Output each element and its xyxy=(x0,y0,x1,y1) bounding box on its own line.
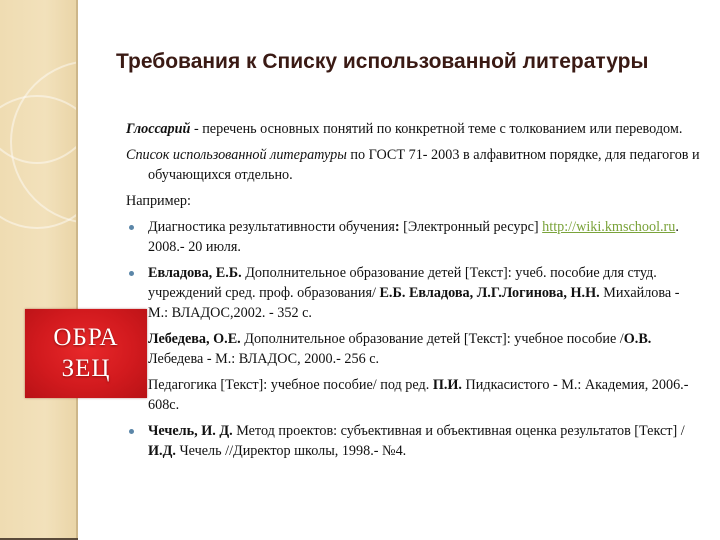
reference-author: Чечель, И. Д. xyxy=(148,423,233,439)
reference-title: Диагностика результативности обучения xyxy=(148,219,395,235)
decorative-side-panel xyxy=(0,0,78,538)
reference-authors: О.В. xyxy=(623,331,652,347)
reference-text: [Текст]: учебное пособие/ под ред. xyxy=(216,377,433,393)
glossary-text: - перечень основных понятий по конкретной теме с толкованием или переводом. xyxy=(190,121,683,137)
reference-text: Дополнительное образование детей [Текст]: учебное пособие / xyxy=(240,331,624,347)
badge-line-2: ЗЕЦ xyxy=(61,355,111,382)
reference-link[interactable]: http://wiki.kmschool.ru xyxy=(542,219,676,235)
reference-text: [Электронный ресурс] xyxy=(399,219,543,235)
reference-author: Лебедева, О.Е. xyxy=(148,331,241,347)
reference-item xyxy=(126,217,701,257)
slide-content xyxy=(126,119,701,467)
reference-author: Евладова, Е.Б. xyxy=(148,265,242,281)
slide-title: Требования к Списку использованной литературы xyxy=(116,50,649,73)
bullet-icon xyxy=(129,429,134,434)
reference-colon: : xyxy=(394,219,400,235)
reference-tail: . 2008.- 20 июля. xyxy=(148,219,679,255)
example-label: Например: xyxy=(126,193,191,209)
reference-tail: Пидкасистого - М.: Академия, 2006.- 608с. xyxy=(148,377,689,413)
reference-authors: П.И. xyxy=(432,377,462,393)
bibliography-rule xyxy=(126,145,701,185)
reference-item xyxy=(126,421,701,461)
reference-text: Метод проектов: субъективная и объективная оценка результатов [Текст] / xyxy=(232,423,685,439)
reference-tail: Чечель //Директор школы, 1998.- №4. xyxy=(175,443,407,459)
decorative-arc xyxy=(0,95,78,229)
reference-tail: Лебедева - М.: ВЛАДОС, 2000.- 256 с. xyxy=(148,351,380,367)
bullet-icon xyxy=(129,225,134,230)
reference-item xyxy=(126,263,701,323)
reference-authors: Е.Б. Евладова, Л.Г.Логинова, Н.Н. xyxy=(379,285,600,301)
glossary-definition xyxy=(126,119,701,139)
badge-line-1: ОБРА xyxy=(53,324,119,351)
bibliography-text: по ГОСТ 71- 2003 в алфавитном порядке, для педагогов и обучающихся отдельно. xyxy=(148,147,700,183)
reference-text: Дополнительное образование детей [Текст]: учеб. пособие для студ. учреждений сред. проф. образования/ xyxy=(148,265,657,301)
glossary-term: Глоссарий xyxy=(126,121,191,137)
reference-item xyxy=(126,329,701,369)
reference-tail: Михайлова - М.: ВЛАДОС,2002. - 352 с. xyxy=(148,285,680,321)
bullet-icon xyxy=(129,271,134,276)
reference-authors: И.Д. xyxy=(148,443,176,459)
bibliography-term: Список использованной литературы xyxy=(126,147,347,163)
reference-list xyxy=(126,217,701,461)
reference-title: Педагогика xyxy=(148,377,217,393)
sample-badge xyxy=(25,309,147,398)
reference-item xyxy=(126,375,701,415)
